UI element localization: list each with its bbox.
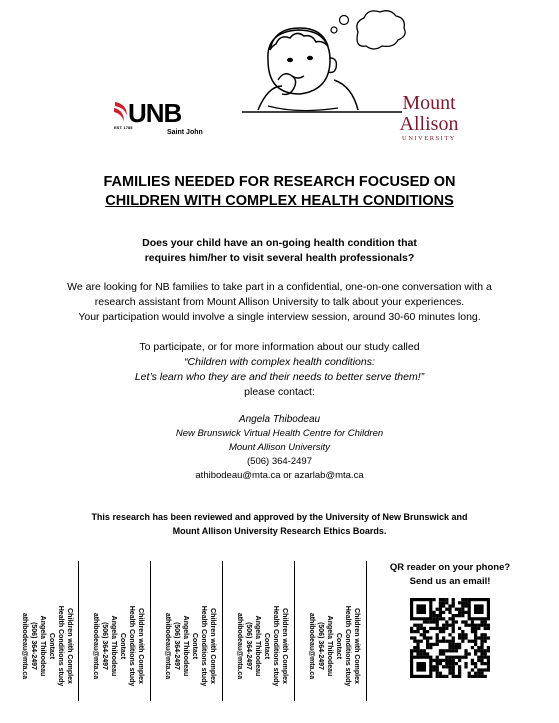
strip-line: Contact xyxy=(263,632,270,660)
unb-logo xyxy=(113,98,213,144)
tear-off-strip[interactable] xyxy=(225,556,293,706)
tear-off-strip[interactable] xyxy=(10,556,78,706)
participation-invite xyxy=(0,340,559,400)
title-line2: CHILDREN WITH COMPLEX HEALTH CONDITIONS xyxy=(105,193,454,209)
strip-line: (506) 364-2497 xyxy=(101,622,108,670)
invite-line4: please contact: xyxy=(244,386,315,398)
unb-established: EST. 1785 xyxy=(114,125,133,130)
strip-line: athibodeau@mta.ca xyxy=(92,612,99,680)
strip-divider xyxy=(150,561,151,701)
qr-label-line1: QR reader on your phone? xyxy=(389,562,511,573)
strip-line: athibodeau@mta.ca xyxy=(308,612,315,680)
strip-text xyxy=(233,586,289,706)
strip-divider xyxy=(78,561,79,701)
mount-allison-logo xyxy=(384,92,474,148)
strip-line: Angela Thibodeau xyxy=(182,615,189,677)
strip-line: athibodeau@mta.ca xyxy=(236,612,243,680)
mta-logo-line3: UNIVERSITY xyxy=(402,135,456,142)
question-line2: requires him/her to visit several health professionals? xyxy=(144,252,415,264)
strip-text xyxy=(161,586,217,706)
tear-off-strips xyxy=(10,556,365,706)
contact-org: New Brunswick Virtual Health Centre for Children xyxy=(175,428,384,439)
screening-question xyxy=(0,236,559,266)
strip-text xyxy=(18,586,74,706)
strip-divider xyxy=(294,561,295,701)
strip-line: Angela Thibodeau xyxy=(39,615,46,677)
contact-name: Angela Thibodeau xyxy=(238,414,321,425)
strip-line: Angela Thibodeau xyxy=(326,615,333,677)
strip-line: Health Conditions study xyxy=(272,605,279,687)
invite-line1: To participate, or for more information about our study called xyxy=(139,341,420,353)
contact-phone: (506) 364-2497 xyxy=(247,456,312,467)
strip-line: Health Conditions study xyxy=(57,605,64,687)
unb-name: UNB xyxy=(128,98,182,128)
strip-line: (506) 364-2497 xyxy=(317,622,324,670)
contact-emails: athibodeau@mta.ca or azarlab@mta.ca xyxy=(195,470,364,481)
description-line2: research assistant from Mount Allison University to talk about your experiences. xyxy=(94,296,465,308)
qr-label xyxy=(378,561,522,589)
mta-logo-line1: Mount xyxy=(402,92,456,114)
mta-logo-line2: Allison xyxy=(399,113,459,135)
strip-line: (506) 364-2497 xyxy=(245,622,252,670)
strip-text xyxy=(305,586,361,706)
description-line3: Your participation would involve a single interview session, around 30-60 minutes long. xyxy=(78,311,481,323)
strip-line: Children with Complex xyxy=(281,608,288,684)
strip-line: Children with Complex xyxy=(353,608,360,684)
tear-off-strip[interactable] xyxy=(153,556,221,706)
strip-line: (506) 364-2497 xyxy=(173,622,180,670)
study-title-line1: “Children with complex health conditions: xyxy=(184,356,375,368)
qr-label-line2: Send us an email! xyxy=(409,576,491,587)
tear-off-strip[interactable] xyxy=(297,556,365,706)
unb-crest-icon xyxy=(113,100,129,126)
ethics-line2: Mount Allison University Research Ethics Boards. xyxy=(172,526,387,536)
contact-university: Mount Allison University xyxy=(228,442,331,453)
strip-line: Children with Complex xyxy=(209,608,216,684)
strip-line: Contact xyxy=(119,632,126,660)
strip-line: athibodeau@mta.ca xyxy=(164,612,171,680)
strip-line: Health Conditions study xyxy=(128,605,135,687)
question-line1: Does your child have an on-going health condition that xyxy=(142,237,417,249)
ethics-statement xyxy=(0,510,559,538)
qr-code-icon[interactable] xyxy=(410,598,490,678)
thinking-child-illustration xyxy=(238,10,408,120)
strip-line: (506) 364-2497 xyxy=(30,622,37,670)
strip-line: Contact xyxy=(48,632,55,660)
strip-divider xyxy=(366,561,367,701)
strip-line: athibodeau@mta.ca xyxy=(21,612,28,680)
study-description xyxy=(0,280,559,325)
tear-off-strip[interactable] xyxy=(81,556,149,706)
unb-campus: Saint John xyxy=(167,129,203,136)
strip-line: Health Conditions study xyxy=(344,605,351,687)
study-title-line2: Let’s learn who they are and their needs to better serve them!” xyxy=(134,371,425,383)
ethics-line1: This research has been reviewed and approved by the University of New Brunswick and xyxy=(91,512,468,522)
page-title xyxy=(0,173,559,211)
strip-line: Contact xyxy=(335,632,342,660)
title-line1: FAMILIES NEEDED FOR RESEARCH FOCUSED ON xyxy=(103,174,456,190)
strip-line: Health Conditions study xyxy=(200,605,207,687)
strip-line: Children with Complex xyxy=(66,608,73,684)
strip-line: Angela Thibodeau xyxy=(110,615,117,677)
strip-line: Children with Complex xyxy=(137,608,144,684)
strip-divider xyxy=(222,561,223,701)
strip-text xyxy=(89,586,145,706)
strip-line: Contact xyxy=(191,632,198,660)
contact-info xyxy=(0,413,559,483)
description-line1: We are looking for NB families to take part in a confidential, one-on-one conversation with a xyxy=(67,281,492,293)
strip-line: Angela Thibodeau xyxy=(254,615,261,677)
